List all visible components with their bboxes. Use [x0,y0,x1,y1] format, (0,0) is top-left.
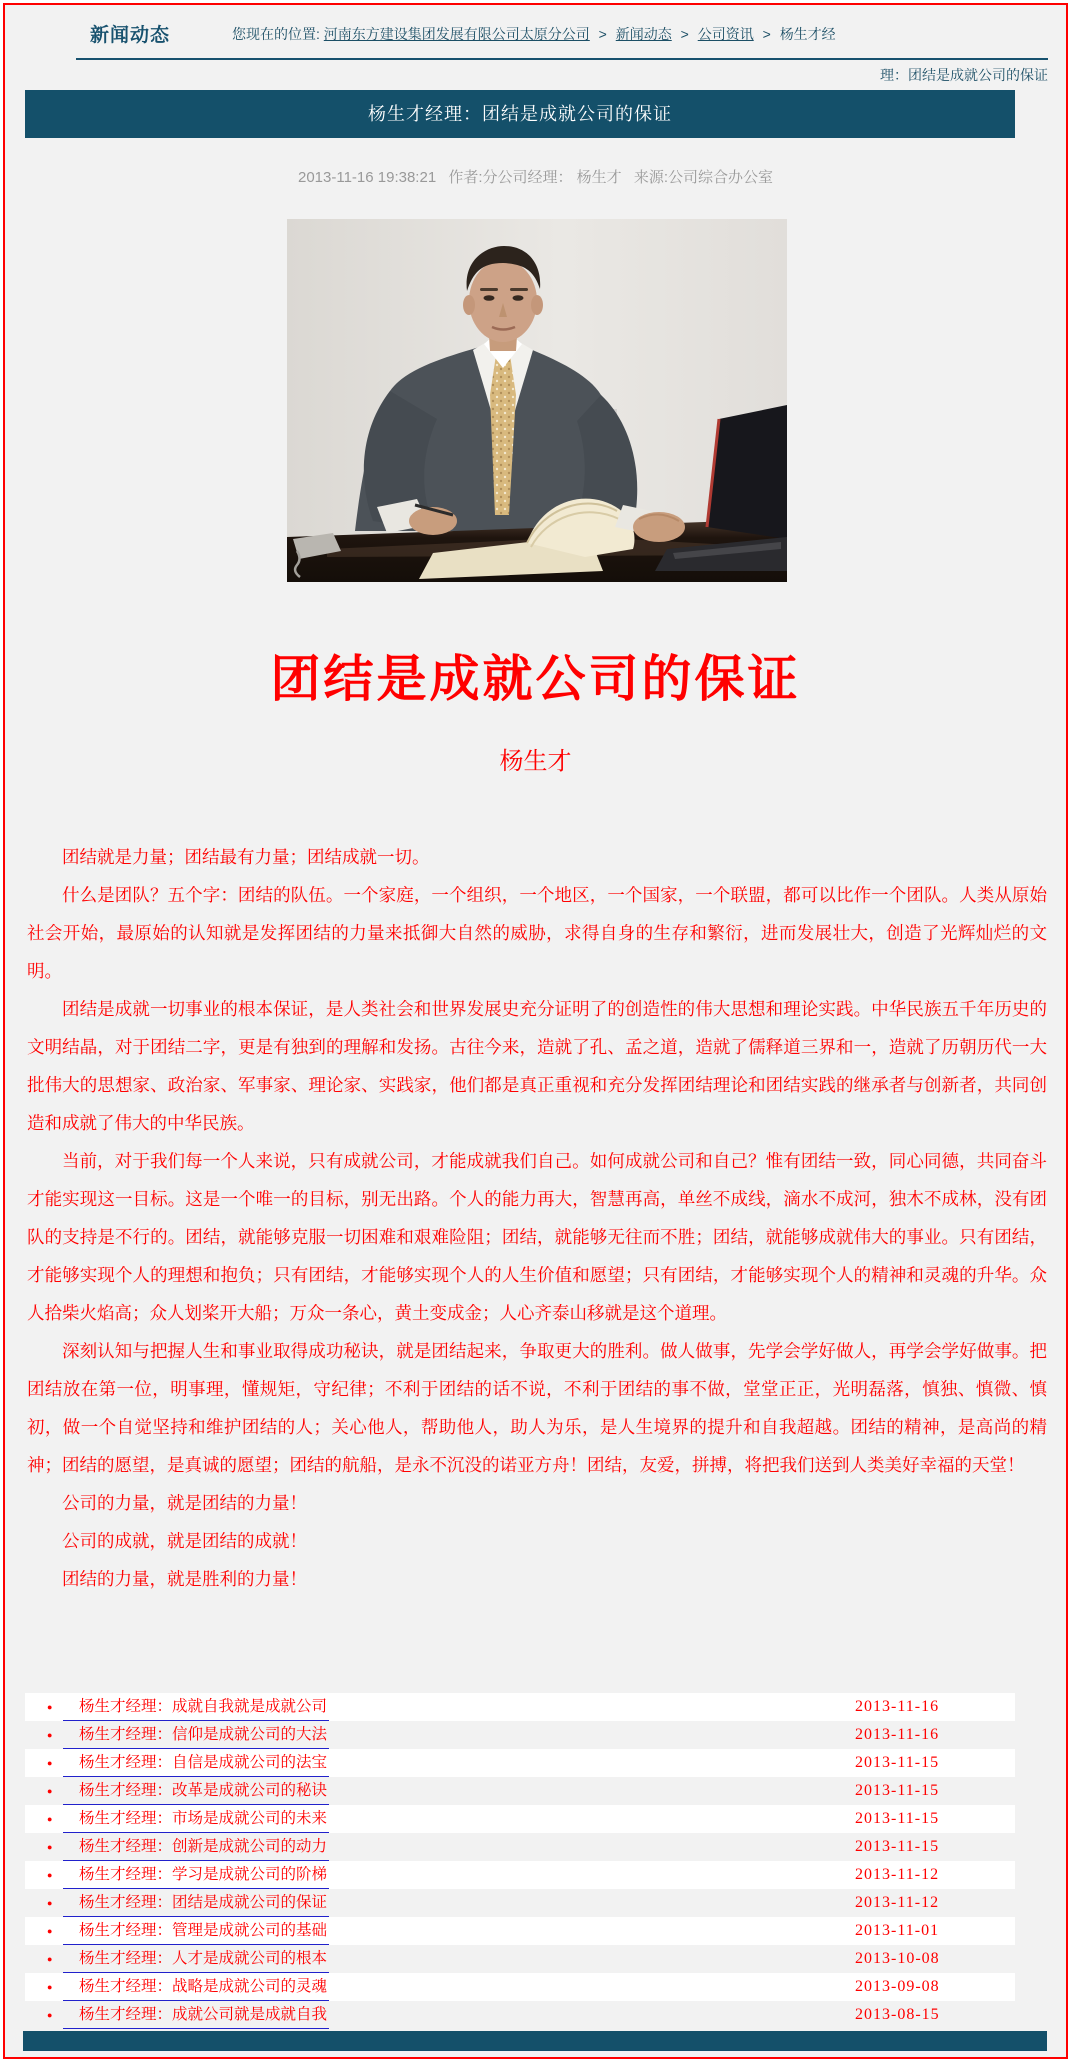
article-meta [5,166,1066,187]
breadcrumb [232,24,1048,44]
bullet-icon: ● [47,1702,53,1712]
related-link[interactable]: 杨生才经理：创新是成就公司的动力 [63,1834,329,1861]
bullet-icon: ● [47,1758,53,1768]
article-title: 团结是成就公司的保证 [270,651,801,707]
related-date: 2013-11-16 [855,1726,940,1743]
related-date: 2013-09-08 [855,1978,940,1995]
footer-bar [23,2031,1047,2051]
list-item [25,1749,1015,1777]
breadcrumb-separator: > [598,26,607,42]
paragraph: 团结的力量，就是胜利的力量！ [62,1569,307,1589]
breadcrumb-current: 杨生才经 [779,26,836,42]
breadcrumb-current-wrapped: 理：团结是成就公司的保证 [880,67,1048,83]
bullet-icon: ● [47,1814,53,1824]
list-item [25,1889,1015,1917]
related-link[interactable]: 杨生才经理：战略是成就公司的灵魂 [63,1974,329,2001]
list-item [25,2001,1015,2029]
related-date: 2013-11-16 [855,1698,940,1715]
bullet-icon: ● [47,1786,53,1796]
list-item [25,1777,1015,1805]
bullet-icon: ● [47,1926,53,1936]
related-link[interactable]: 杨生才经理：团结是成就公司的保证 [63,1890,329,1917]
list-item [25,1945,1015,1973]
list-item [25,1917,1015,1945]
header-divider [76,58,1048,60]
related-link[interactable]: 杨生才经理：成就公司就是成就自我 [63,2002,329,2029]
page-title-bar: 杨生才经理：团结是成就公司的保证 [25,90,1015,138]
list-item [25,1973,1015,2001]
breadcrumb-separator: > [680,26,689,42]
related-article-list [25,1693,1015,2029]
related-date: 2013-10-08 [855,1950,940,1967]
related-date: 2013-11-15 [855,1754,940,1771]
related-link[interactable]: 杨生才经理：市场是成就公司的未来 [63,1806,329,1833]
related-link[interactable]: 杨生才经理：人才是成就公司的根本 [63,1946,329,1973]
section-title: 新闻动态 [90,25,171,46]
paragraph: 当前，对于我们每一个人来说，只有成就公司，才能成就我们自己。如何成就公司和自己？惟有团结一致，同心同德，共同奋斗才能实现这一目标。这是一个唯一的目标，别无出路。个人的能力再大，智慧再高，单丝不成线，滴水不成河，独木不成林，没有团队的支持是不行的。团结，就能够克服一切困难和艰难险阻；团结，就能够无往而不胜；团结，就能够成就伟大的事业。只有团结，才能够实现个人的理想和抱负；只有团结，才能够实现个人的人生价值和愿望；只有团结，才能够实现个人的精神和灵魂的升华。众人拾柴火焰高；众人划桨开大船；万众一条心，黄土变成金；人心齐泰山移就是这个道理。 [27,1151,1047,1323]
bullet-icon: ● [47,1898,53,1908]
paragraph: 深刻认知与把握人生和事业取得成功秘诀，就是团结起来，争取更大的胜利。做人做事，先学会学好做人，再学会学好做事。把团结放在第一位，明事理，懂规矩，守纪律；不利于团结的话不说，不利于团结的事不做，堂堂正正，光明磊落，慎独、慎微、慎初，做一个自觉坚持和维护团结的人；关心他人，帮助他人，助人为乐，是人生境界的提升和自我超越。团结的精神，是高尚的精神；团结的愿望，是真诚的愿望；团结的航船，是永不沉没的诺亚方舟！团结，友爱，拼搏，将把我们送到人类美好幸福的天堂！ [27,1341,1047,1475]
bullet-icon: ● [47,1730,53,1740]
list-item [25,1805,1015,1833]
breadcrumb-link-category[interactable]: 公司资讯 [697,26,754,42]
breadcrumb-separator: > [762,26,771,42]
paragraph: 什么是团队？五个字：团结的队伍。一个家庭，一个组织，一个地区，一个国家，一个联盟，都可以比作一个团队。人类从原始社会开始，最原始的认知就是发挥团结的力量来抵御大自然的威胁，求得自身的生存和繁衍，进而发展壮大，创造了光辉灿烂的文明。 [27,885,1047,981]
related-date: 2013-11-12 [855,1894,940,1911]
paragraph: 公司的力量，就是团结的力量！ [62,1493,307,1513]
bullet-icon: ● [47,1954,53,1964]
bullet-icon: ● [47,1842,53,1852]
paragraph: 团结是成就一切事业的根本保证，是人类社会和世界发展史充分证明了的创造性的伟大思想和理论实践。中华民族五千年历史的文明结晶，对于团结二字，更是有独到的理解和发扬。古往今来，造就了孔、孟之道，造就了儒释道三界和一，造就了历朝历代一大批伟大的思想家、政治家、军事家、理论家、实践家，他们都是真正重视和充分发挥团结理论和团结实践的继承者与创新者，共同创造和成就了伟大的中华民族。 [27,999,1047,1133]
meta-source: 来源:公司综合办公室 [633,169,774,186]
breadcrumb-prefix: 您现在的位置: [232,26,320,42]
article-author: 杨生才 [499,748,572,775]
breadcrumb-link-news[interactable]: 新闻动态 [615,26,672,42]
meta-author: 作者:分公司经理： 杨生才 [448,169,622,186]
paragraph: 团结就是力量；团结最有力量；团结成就一切。 [62,847,430,867]
related-date: 2013-11-15 [855,1782,940,1799]
bullet-icon: ● [47,1870,53,1880]
bullet-icon: ● [47,2010,53,2020]
list-item [25,1721,1015,1749]
paragraph: 公司的成就，就是团结的成就！ [62,1531,307,1551]
list-item [25,1861,1015,1889]
related-link[interactable]: 杨生才经理：管理是成就公司的基础 [63,1918,329,1945]
related-link[interactable]: 杨生才经理：学习是成就公司的阶梯 [63,1862,329,1889]
portrait-photo [287,219,787,582]
related-date: 2013-08-15 [855,2006,940,2023]
related-link[interactable]: 杨生才经理：改革是成就公司的秘诀 [63,1778,329,1805]
article-body [27,838,1047,1598]
related-date: 2013-11-12 [855,1866,940,1883]
related-date: 2013-11-15 [855,1810,940,1827]
page [3,3,1068,2059]
list-item [25,1693,1015,1721]
related-link[interactable]: 杨生才经理：成就自我就是成就公司 [63,1694,329,1721]
related-date: 2013-11-15 [855,1838,940,1855]
related-date: 2013-11-01 [855,1922,940,1939]
related-link[interactable]: 杨生才经理：信仰是成就公司的大法 [63,1722,329,1749]
bullet-icon: ● [47,1982,53,1992]
breadcrumb-link-company[interactable]: 河南东方建设集团发展有限公司太原分公司 [323,26,590,42]
related-link[interactable]: 杨生才经理：自信是成就公司的法宝 [63,1750,329,1777]
list-item [25,1833,1015,1861]
meta-datetime: 2013-11-16 19:38:21 [297,169,437,186]
